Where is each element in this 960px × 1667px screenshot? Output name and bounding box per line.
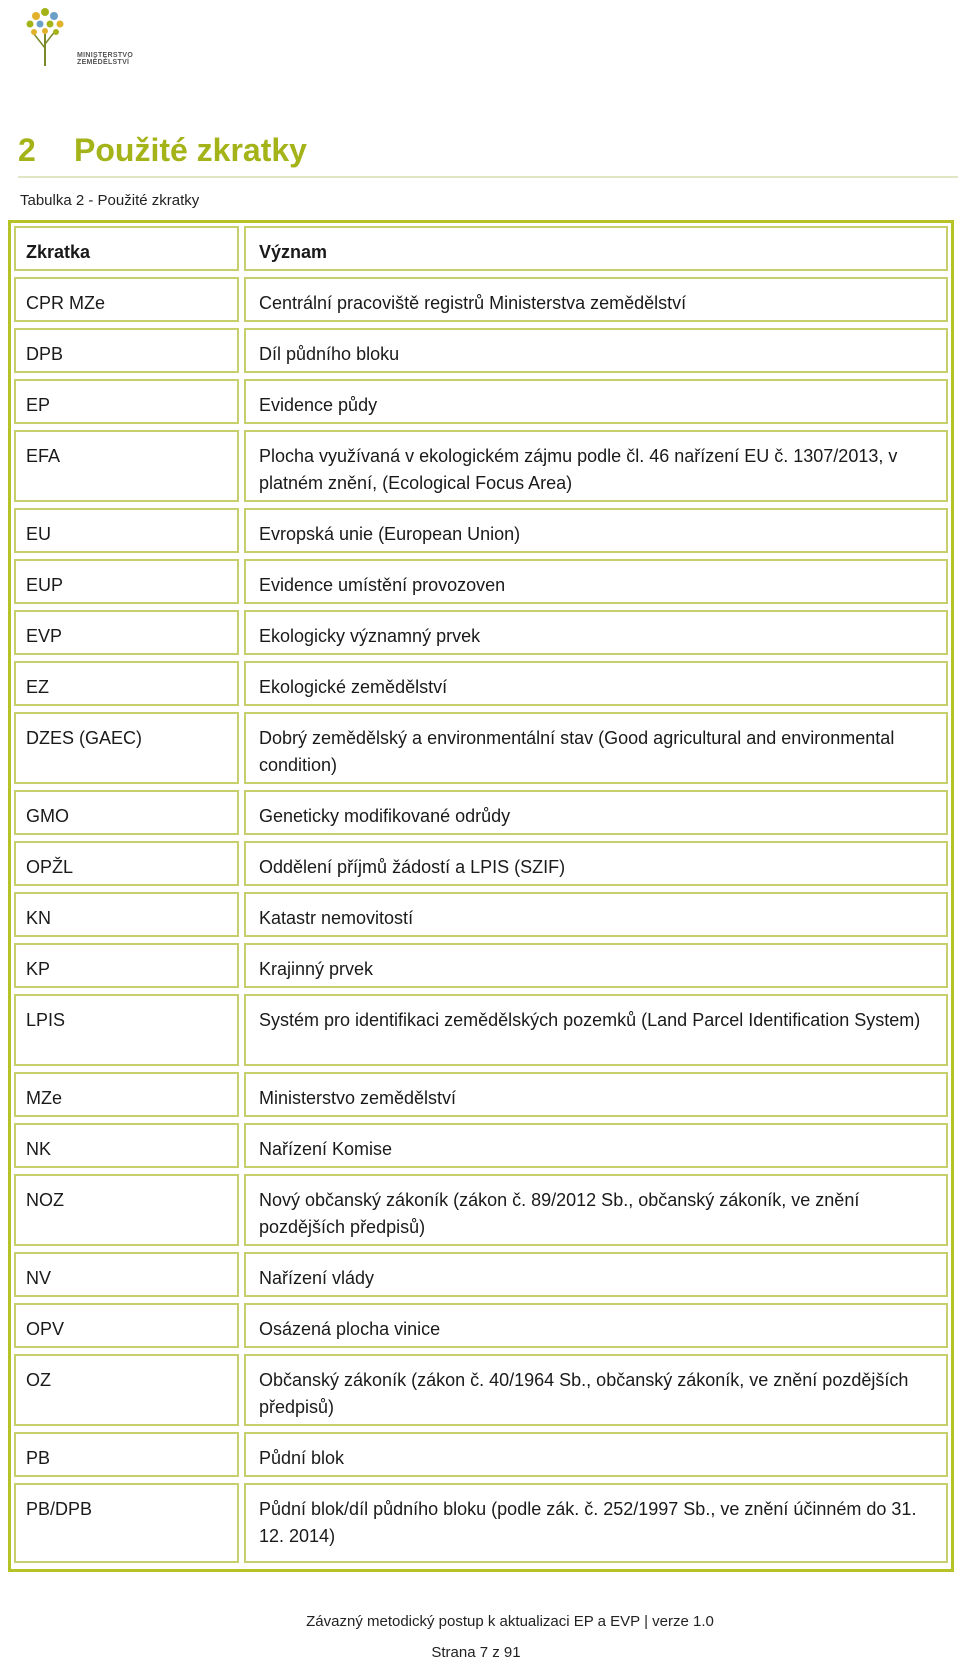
meaning-text: Geneticky modifikované odrůdy: [259, 806, 511, 826]
meaning-text: Půdní blok: [259, 1448, 345, 1468]
meaning-text: Nařízení vlády: [259, 1268, 375, 1288]
abbr-text: OPV: [26, 1319, 65, 1339]
abbr-cell: [14, 892, 239, 937]
meaning-cell: [244, 1072, 948, 1117]
abbr-text: CPR MZe: [26, 293, 106, 313]
abbr-cell: [14, 943, 239, 988]
table-caption: Tabulka 2 - Použité zkratky: [20, 192, 200, 209]
abbr-cell: [14, 1174, 239, 1246]
table-row: [11, 1171, 951, 1249]
meaning-text: Plocha využívaná v ekologickém zájmu podle čl. 46 nařízení EU č. 1307/2013, v platném znění, (Ecological Focus Area): [259, 446, 898, 493]
meaning-cell: [244, 328, 948, 373]
meaning-cell: [244, 1123, 948, 1168]
meaning-cell: [244, 943, 948, 988]
table-row: [11, 505, 951, 556]
abbr-cell: [14, 508, 239, 553]
table-row: [11, 1351, 951, 1429]
header-cell-meaning: [244, 226, 948, 271]
meaning-text: Centrální pracoviště registrů Ministerstva zemědělství: [259, 293, 687, 313]
abbr-text: EZ: [26, 677, 50, 697]
meaning-text: Evidence půdy: [259, 395, 378, 415]
table-row: [11, 607, 951, 658]
abbr-cell: [14, 379, 239, 424]
abbr-cell: [14, 1072, 239, 1117]
meaning-text: Půdní blok/díl půdního bloku (podle zák. č. 252/1997 Sb., ve znění účinném do 31. 12. 2014): [259, 1499, 917, 1546]
table-row: [11, 1069, 951, 1120]
footer-page-number: Strana 7 z 91: [431, 1644, 521, 1661]
meaning-cell: [244, 892, 948, 937]
abbr-text: MZe: [26, 1088, 62, 1108]
header-label-meaning: Význam: [259, 242, 328, 262]
meaning-cell: [244, 790, 948, 835]
abbr-text: KP: [26, 959, 51, 979]
table-row: [11, 709, 951, 787]
footer-document-title: Závazný metodický postup k aktualizaci EP a EVP | verze 1.0: [306, 1613, 714, 1630]
abbr-text: DPB: [26, 344, 64, 364]
abbr-text: NOZ: [26, 1190, 64, 1210]
meaning-text: Ekologické zemědělství: [259, 677, 448, 697]
meaning-text: Katastr nemovitostí: [259, 908, 414, 928]
abbr-cell: [14, 1354, 239, 1426]
meaning-text: Díl půdního bloku: [259, 344, 400, 364]
meaning-cell: [244, 1252, 948, 1297]
table-row: [11, 1120, 951, 1171]
meaning-text: Ekologicky významný prvek: [259, 626, 481, 646]
meaning-cell: [244, 1303, 948, 1348]
abbr-cell: [14, 841, 239, 886]
abbr-text: EP: [26, 395, 51, 415]
meaning-text: Oddělení příjmů žádostí a LPIS (SZIF): [259, 857, 566, 877]
table-row: [11, 325, 951, 376]
abbr-cell: [14, 1252, 239, 1297]
abbr-cell: [14, 610, 239, 655]
table-row: [11, 658, 951, 709]
abbr-text: DZES (GAEC): [26, 728, 143, 748]
abbr-cell: [14, 994, 239, 1066]
meaning-cell: [244, 1354, 948, 1426]
meaning-cell: [244, 841, 948, 886]
meaning-cell: [244, 1483, 948, 1563]
abbr-text: EUP: [26, 575, 64, 595]
meaning-text: Evropská unie (European Union): [259, 524, 521, 544]
table-row: [11, 1249, 951, 1300]
abbr-text: PB: [26, 1448, 51, 1468]
abbr-text: OPŽL: [26, 857, 74, 877]
meaning-text: Občanský zákoník (zákon č. 40/1964 Sb., občanský zákoník, ve znění pozdějších předpisů): [259, 1370, 909, 1417]
table-row: [11, 940, 951, 991]
table-row: [11, 556, 951, 607]
abbr-cell: [14, 661, 239, 706]
abbr-text: GMO: [26, 806, 69, 826]
table-row: [11, 991, 951, 1069]
header-label-abbreviation: Zkratka: [26, 242, 91, 262]
abbr-cell: [14, 1123, 239, 1168]
abbr-text: LPIS: [26, 1010, 66, 1030]
tree-logo-icon: [20, 4, 70, 66]
meaning-text: Evidence umístění provozoven: [259, 575, 506, 595]
meaning-text: Nařízení Komise: [259, 1139, 393, 1159]
abbr-text: NK: [26, 1139, 52, 1159]
ministry-logo: [20, 4, 170, 64]
abbr-text: EFA: [26, 446, 61, 466]
meaning-text: Dobrý zemědělský a environmentální stav (Good agricultural and environmental condition): [259, 728, 895, 775]
meaning-cell: [244, 712, 948, 784]
abbr-cell: [14, 1303, 239, 1348]
meaning-text: Ministerstvo zemědělství: [259, 1088, 457, 1108]
meaning-cell: [244, 559, 948, 604]
abbr-text: EVP: [26, 626, 63, 646]
table-header-row: [11, 223, 951, 274]
header-cell-abbreviation: [14, 226, 239, 271]
abbr-cell: [14, 790, 239, 835]
abbr-cell: [14, 1432, 239, 1477]
table-row: [11, 787, 951, 838]
abbr-cell: [14, 1483, 239, 1563]
table-row: [11, 1300, 951, 1351]
section-title: Použité zkratky: [74, 132, 307, 168]
meaning-text: Systém pro identifikaci zemědělských pozemků (Land Parcel Identification System): [259, 1010, 921, 1030]
abbr-text: NV: [26, 1268, 52, 1288]
meaning-cell: [244, 1174, 948, 1246]
meaning-cell: [244, 508, 948, 553]
abbr-cell: [14, 277, 239, 322]
section-heading: [18, 128, 958, 178]
meaning-cell: [244, 379, 948, 424]
table-row: [11, 427, 951, 505]
table-row: [11, 889, 951, 940]
logo-text: MINISTERSTVO ZEMĚDĚLSTVÍ: [77, 52, 134, 66]
section-number: 2: [18, 132, 36, 168]
abbr-cell: [14, 430, 239, 502]
meaning-text: Osázená plocha vinice: [259, 1319, 441, 1339]
meaning-cell: [244, 277, 948, 322]
meaning-cell: [244, 994, 948, 1066]
table-row: [11, 376, 951, 427]
meaning-text: Nový občanský zákoník (zákon č. 89/2012 Sb., občanský zákoník, ve znění pozdějších předpisů): [259, 1190, 860, 1237]
abbr-text: KN: [26, 908, 52, 928]
meaning-cell: [244, 610, 948, 655]
abbr-cell: [14, 328, 239, 373]
abbr-text: PB/DPB: [26, 1499, 93, 1519]
table-row: [11, 838, 951, 889]
table-row: [11, 1429, 951, 1480]
meaning-cell: [244, 430, 948, 502]
meaning-cell: [244, 1432, 948, 1477]
abbr-cell: [14, 559, 239, 604]
table-row: [11, 1480, 951, 1566]
meaning-text: Krajinný prvek: [259, 959, 374, 979]
abbr-text: EU: [26, 524, 52, 544]
table-row: [11, 274, 951, 325]
abbreviations-table: [8, 220, 954, 1572]
abbr-text: OZ: [26, 1370, 51, 1390]
meaning-cell: [244, 661, 948, 706]
abbr-cell: [14, 712, 239, 784]
